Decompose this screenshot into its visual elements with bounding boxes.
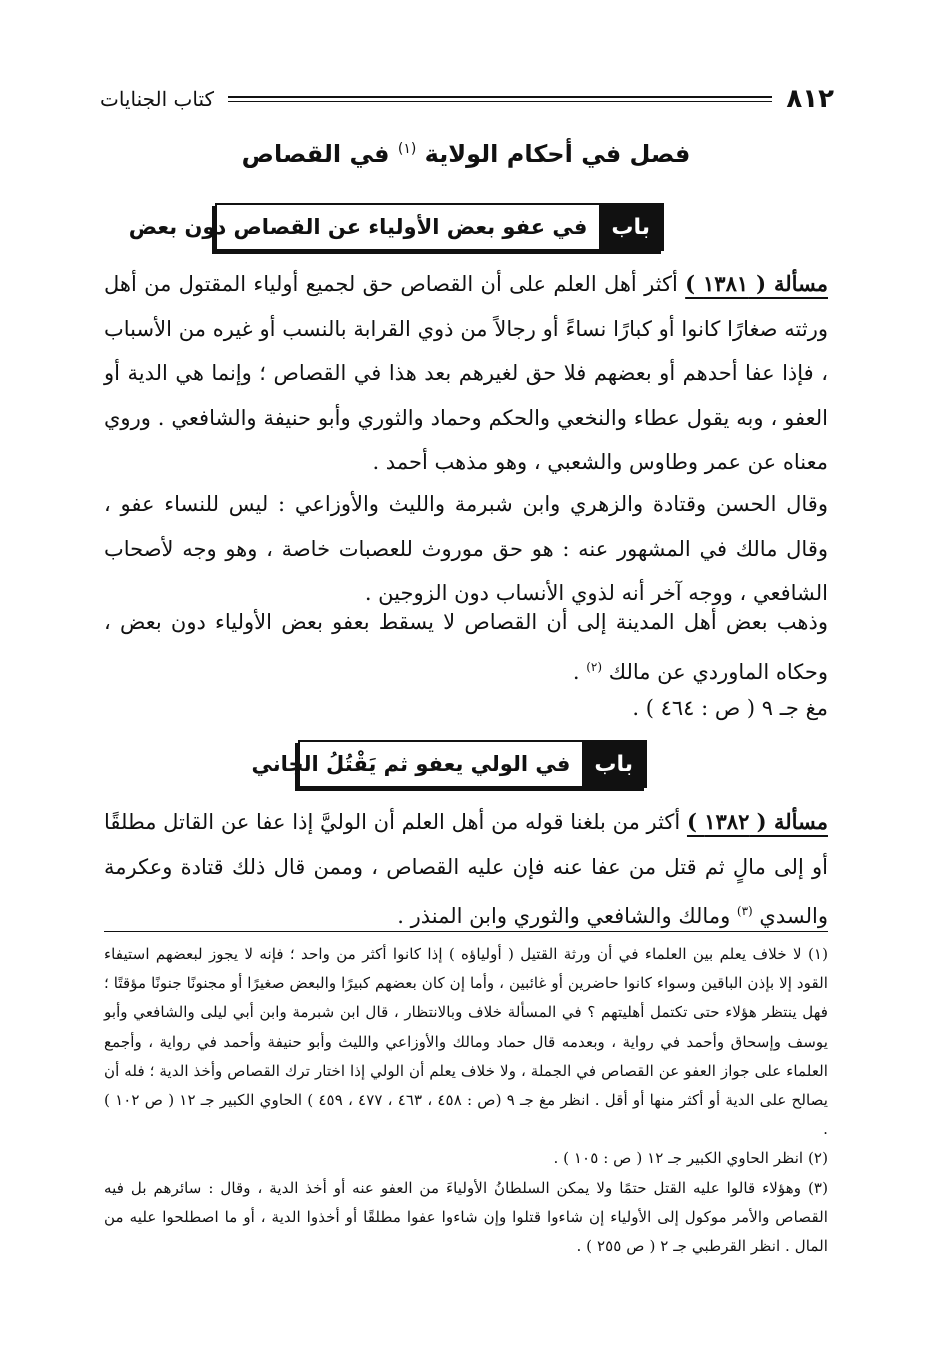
- paragraph: [104, 600, 828, 694]
- running-header: [100, 82, 834, 116]
- paragraph-masala-1382: [104, 800, 828, 939]
- footnote-ref-3: (٣): [736, 904, 753, 918]
- footnotes: [104, 940, 828, 1261]
- footnote-ref-1: (١): [397, 141, 417, 157]
- paragraph: [104, 482, 828, 616]
- book-title: كتاب الجنايات: [100, 87, 215, 111]
- paragraph-end: ومالك والشافعي والثوري وابن المنذر .: [397, 904, 731, 928]
- footnote-2: (٢) انظر الحاوي الكبير جـ ١٢ ( ص : ١٠٥ ) .: [553, 1149, 828, 1168]
- masala-label: مسألة ( ١٣٨٢ ): [686, 809, 828, 834]
- chapter-title: في عفو بعض الأولياء عن القصاص دون بعض: [128, 215, 588, 239]
- footnote-3: (٣) وهؤلاء قالوا عليه القتل حتمًا ولا يمكن السلطانُ الأولياءَ من العفو عنه أو أخذ الدية ، وقال : سائرهم بل فيه القصاص والأمر موكول إلى الأولياء إن شاءوا قتلوا وإن شاءوا عفوا مطلقًا أو أخذوا الدية ، أو ما اصطلحوا عليه من المال . انظر القرطبي جـ ٢ ( ص ٢٥٥ ) .: [104, 1178, 828, 1256]
- chapter-label: باب: [582, 742, 645, 786]
- reference-text: مغ جـ ٩ ( ص : ٤٦٤ ) .: [632, 696, 828, 720]
- chapter-heading-1: [128, 203, 664, 251]
- page-number: ٨١٢: [786, 84, 834, 114]
- chapter-label: باب: [599, 205, 662, 249]
- chapter-title: في الولي يعفو ثم يَقْتُلُ الجاني: [251, 752, 571, 776]
- paragraph-text: أكثر من بلغنا قوله من أهل العلم أن الوليَّ إذا عفا عن القاتل مطلقًا أو إلى مالٍ ثم قتل من عفا عنه فإن عليه القصاص ، وممن قال ذلك قتادة وعكرمة والسدي: [104, 810, 828, 928]
- reference-line: [104, 686, 828, 731]
- paragraph-masala-1381: [104, 262, 828, 485]
- chapter-heading-2: [251, 740, 647, 788]
- paragraph-text: أكثر أهل العلم على أن القصاص حق لجميع أولياء المقتول من أهل ورثته صغارًا كانوا أو كبارًا نساءً أو رجالاً من ذوي القرابة بالنسب أو غيره من الأسباب ، فإذا عفا أحدهم أو بعضهم فلا حق لغيرهم بعد هذا في القصاص ؛ وإنما هي الدية أو العفو ، وبه يقول عطاء والنخعي والحكم وحماد والثوري وأبو حنيفة والشافعي . وروي معناه عن عمر وطاوس والشعبي ، وهو مذهب أحمد .: [104, 272, 828, 474]
- paragraph-end: .: [572, 659, 580, 684]
- footnote-ref-2: (٢): [586, 659, 603, 674]
- paragraph-text: وقال الحسن وقتادة والزهري وابن شبرمة والليث والأوزاعي : ليس للنساء عفو ، وقال مالك في المشهور عنه : هو حق موروث للعصبات خاصة ، وهو وجه لأصحاب الشافعي ، ووجه آخر أنه لذوي الأنساب دون الزوجين .: [104, 492, 828, 605]
- section-title-text: فصل في أحكام الولاية: [424, 140, 691, 168]
- paragraph-text: وذهب بعض أهل المدينة إلى أن القصاص لا يسقط بعفو بعض الأولياء دون بعض ، وحكاه الماوردي عن مالك: [104, 610, 828, 684]
- section-title: [0, 140, 932, 168]
- footnote-1: (١) لا خلاف يعلم بين العلماء في أن ورثة القتيل ( أولياؤه ) إذا كانوا أكثر من واحد ؛ فإنه لا يجوز لبعضهم استيفاء القود إلا بإذن الباقين وسواء كانوا حاضرين أو غائبين ، وأما إن كان بعضهم كبيرًا والبعض صغيرًا أو مجنونًا جنونًا مؤقتًا ؛ فهل ينتظر هؤلاء حتى تكتمل أهليتهم ؟ في المسألة خلاف وبالانتظار ، قال ابن شبرمة وابن أبي ليلى والشافعي وأبو يوسف وإسحاق وأحمد في رواية ، وبعدمه قال حماد ومالك والأوزاعي والليث وأبو حنيفة وأحمد في رواية ، وأجمع العلماء على جواز العفو عن القصاص في الجملة ، ولا خلاف يعلم أن الولي إذا اختار ترك القصاص وأخذ الدية ؛ فله أن يصالح على الدية أو أكثر منها أو أقل . انظر مغ جـ ٩ (ص : ٤٥٨ ، ٤٦٣ ، ٤٧٧ ، ٤٥٩ ) الحاوي الكبير جـ ١٢ ( ص ١٠٢ ) .: [104, 945, 829, 1139]
- footnote-divider: [104, 931, 828, 932]
- masala-label: مسألة ( ١٣٨١ ): [685, 271, 828, 296]
- section-title-tail: في القصاص: [241, 140, 390, 168]
- header-rule: [228, 96, 772, 102]
